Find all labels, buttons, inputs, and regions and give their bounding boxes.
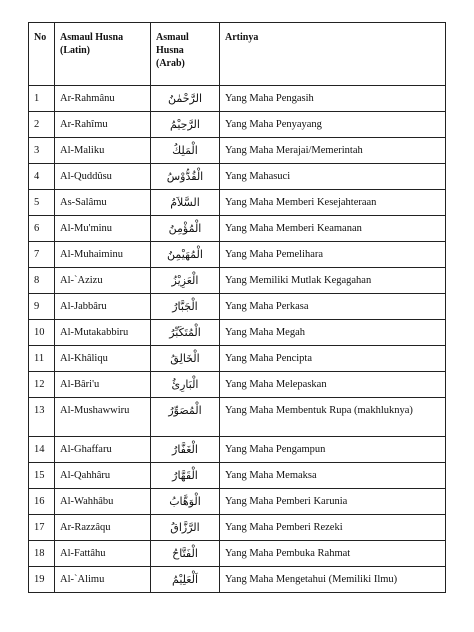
meaning: Yang Maha Pengampun bbox=[220, 437, 446, 463]
asmaul-husna-table bbox=[28, 22, 446, 593]
latin-name: Al-`Alimu bbox=[55, 567, 151, 593]
row-number: 4 bbox=[29, 164, 55, 190]
arabic-name: الْقَهَّارُ bbox=[151, 463, 220, 489]
arabic-name: الرَّحْمٰنُ bbox=[151, 86, 220, 112]
meaning: Yang Maha Pengasih bbox=[220, 86, 446, 112]
row-number: 7 bbox=[29, 242, 55, 268]
arabic-name: الْمُهَيْمِنُ bbox=[151, 242, 220, 268]
table-row bbox=[29, 437, 446, 463]
meaning: Yang Maha Memberi Kesejahteraan bbox=[220, 190, 446, 216]
table-row bbox=[29, 372, 446, 398]
meaning: Yang Maha Membentuk Rupa (makhluknya) bbox=[220, 398, 446, 437]
table-row bbox=[29, 541, 446, 567]
latin-name: Al-Quddûsu bbox=[55, 164, 151, 190]
latin-name: Al-Wahhâbu bbox=[55, 489, 151, 515]
table-body bbox=[29, 86, 446, 593]
latin-name: Al-Ghaffaru bbox=[55, 437, 151, 463]
arabic-name: الْجَبَّارُ bbox=[151, 294, 220, 320]
meaning: Yang Memiliki Mutlak Kegagahan bbox=[220, 268, 446, 294]
latin-name: Ar-Rahîmu bbox=[55, 112, 151, 138]
latin-name: As-Salâmu bbox=[55, 190, 151, 216]
arabic-name: الْفَتَّاحُ bbox=[151, 541, 220, 567]
latin-name: Ar-Razzâqu bbox=[55, 515, 151, 541]
arabic-name: الْوَهَّابُ bbox=[151, 489, 220, 515]
meaning: Yang Maha Pencipta bbox=[220, 346, 446, 372]
table-header-row bbox=[29, 23, 446, 86]
meaning: Yang Maha Pemberi Rezeki bbox=[220, 515, 446, 541]
meaning: Yang Maha Melepaskan bbox=[220, 372, 446, 398]
latin-name: Al-Jabbâru bbox=[55, 294, 151, 320]
meaning: Yang Maha Pemberi Karunia bbox=[220, 489, 446, 515]
row-number: 2 bbox=[29, 112, 55, 138]
row-number: 17 bbox=[29, 515, 55, 541]
arabic-name: الْمَلِكُ bbox=[151, 138, 220, 164]
table-row bbox=[29, 268, 446, 294]
latin-name: Al-Bâri'u bbox=[55, 372, 151, 398]
latin-name: Al-Mutakabbiru bbox=[55, 320, 151, 346]
table-row bbox=[29, 294, 446, 320]
row-number: 18 bbox=[29, 541, 55, 567]
row-number: 5 bbox=[29, 190, 55, 216]
row-number: 15 bbox=[29, 463, 55, 489]
meaning: Yang Maha Perkasa bbox=[220, 294, 446, 320]
row-number: 11 bbox=[29, 346, 55, 372]
meaning: Yang Maha Penyayang bbox=[220, 112, 446, 138]
arabic-name: السَّلاَمُ bbox=[151, 190, 220, 216]
row-number: 14 bbox=[29, 437, 55, 463]
row-number: 12 bbox=[29, 372, 55, 398]
latin-name: Ar-Rahmânu bbox=[55, 86, 151, 112]
arabic-name: الرَّحِيْمُ bbox=[151, 112, 220, 138]
meaning: Yang Maha Mengetahui (Memiliki Ilmu) bbox=[220, 567, 446, 593]
latin-name: Al-Muhaiminu bbox=[55, 242, 151, 268]
table-row bbox=[29, 567, 446, 593]
latin-name: Al-Fattâhu bbox=[55, 541, 151, 567]
meaning: Yang Maha Memberi Keamanan bbox=[220, 216, 446, 242]
row-number: 3 bbox=[29, 138, 55, 164]
table-row bbox=[29, 216, 446, 242]
latin-name: Al-Qahhâru bbox=[55, 463, 151, 489]
row-number: 19 bbox=[29, 567, 55, 593]
header-no: No bbox=[29, 23, 55, 86]
meaning: Yang Maha Merajai/Memerintah bbox=[220, 138, 446, 164]
table-row bbox=[29, 112, 446, 138]
table-row bbox=[29, 164, 446, 190]
table-row bbox=[29, 242, 446, 268]
table-row bbox=[29, 463, 446, 489]
table-row bbox=[29, 320, 446, 346]
latin-name: Al-Khâliqu bbox=[55, 346, 151, 372]
meaning: Yang Maha Megah bbox=[220, 320, 446, 346]
latin-name: Al-Maliku bbox=[55, 138, 151, 164]
arabic-name: الْخَالِقُ bbox=[151, 346, 220, 372]
table-row bbox=[29, 515, 446, 541]
header-artinya: Artinya bbox=[220, 23, 446, 86]
arabic-name: الْقُدُّوْسُ bbox=[151, 164, 220, 190]
arabic-name: اَلْعَلِيْمُ bbox=[151, 567, 220, 593]
row-number: 8 bbox=[29, 268, 55, 294]
meaning: Yang Maha Pemelihara bbox=[220, 242, 446, 268]
table-row bbox=[29, 86, 446, 112]
meaning: Yang Maha Memaksa bbox=[220, 463, 446, 489]
header-arab: Asmaul Husna (Arab) bbox=[151, 23, 220, 86]
latin-name: Al-Mushawwiru bbox=[55, 398, 151, 437]
arabic-name: الْعَزِيْزُ bbox=[151, 268, 220, 294]
table-row bbox=[29, 398, 446, 437]
row-number: 6 bbox=[29, 216, 55, 242]
table-row bbox=[29, 346, 446, 372]
arabic-name: الْمُؤْمِنُ bbox=[151, 216, 220, 242]
meaning: Yang Mahasuci bbox=[220, 164, 446, 190]
arabic-name: الْغَفَّارُ bbox=[151, 437, 220, 463]
row-number: 10 bbox=[29, 320, 55, 346]
header-latin: Asmaul Husna (Latin) bbox=[55, 23, 151, 86]
latin-name: Al-`Azizu bbox=[55, 268, 151, 294]
arabic-name: الرَّزَّاقُ bbox=[151, 515, 220, 541]
arabic-name: الْمُصَوِّرُ bbox=[151, 398, 220, 437]
row-number: 9 bbox=[29, 294, 55, 320]
arabic-name: الْمُتَكَبِّرُ bbox=[151, 320, 220, 346]
table-row bbox=[29, 138, 446, 164]
row-number: 16 bbox=[29, 489, 55, 515]
table-row bbox=[29, 190, 446, 216]
latin-name: Al-Mu'minu bbox=[55, 216, 151, 242]
meaning: Yang Maha Pembuka Rahmat bbox=[220, 541, 446, 567]
table-row bbox=[29, 489, 446, 515]
arabic-name: الْبَارِئُ bbox=[151, 372, 220, 398]
row-number: 1 bbox=[29, 86, 55, 112]
row-number: 13 bbox=[29, 398, 55, 437]
